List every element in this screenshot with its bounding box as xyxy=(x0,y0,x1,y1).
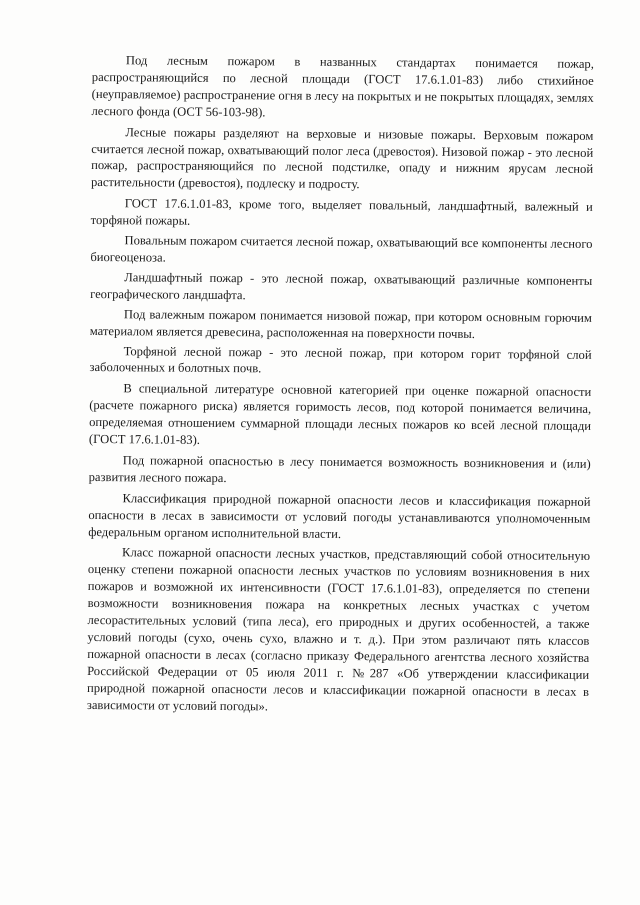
paragraph-forest-fire-definition: Под лесным пожаром в названных стандартах понимается пожар, распространяющийся по лесной площади (ГОСТ 17.6.1.01-83) либо стихийное (неуправляемое) распространение огня в лесу на покрытых и не покрытых площадях, землях лесного фонда (ОСТ 56-103-98). xyxy=(91,53,594,120)
paragraph-fire-hazard-definition: Под пожарной опасностью в лесу понимается возможность возникновения и (или) развития лесного пожара. xyxy=(88,453,591,485)
paragraph-gost-fire-types: ГОСТ 17.6.1.01-83, кроме того, выделяет повальный, ландшафтный, валежный и торфяной пожары. xyxy=(90,196,593,228)
paragraph-hazard-classification: Классификация природной пожарной опасности лесов и классификация пожарной опасности в лесах в зависимости от условий погоды устанавливаются уполномоченным федеральным органом исполнительной власти. xyxy=(88,491,591,541)
paragraph-crown-ground-fires: Лесные пожары разделяют на верховые и низовые пожары. Верховым пожаром считается лесной пожар, охватывающий полог леса (древостоя). Низовой пожар - это лесной пожар, распространяющийся по лесной подстилке, опаду и нижним ярусам лесной растительности (древостоя), подлеску и подросту. xyxy=(90,124,594,192)
paragraph-deadwood-fire: Под валежным пожаром понимается низовой пожар, при котором основным горючим материалом является древесина, расположенная на поверхности почвы. xyxy=(89,306,592,341)
paragraph-landscape-fire: Ландшафтный пожар - это лесной пожар, охватывающий различные компоненты географического ландшафта. xyxy=(90,270,593,302)
document-body xyxy=(87,52,594,721)
paragraph-forest-burnability: В специальной литературе основной категорией при оценке пожарной опасности (расчете пожарного риска) является горимость лесов, под которой понимается величина, определяемая отношением суммарной площади лесных пожаров ко всей лесной площади (ГОСТ 17.6.1.01-83). xyxy=(88,381,592,447)
paragraph-hazard-class: Класс пожарной опасности лесных участков, представляющий собой относительную оценку степени пожарной опасности лесных участков по условиям возникновения в них пожаров и возможной их интенсивности (ГОСТ 17.6.1.01-83), определяется по степени возможности возникновения пожара на конкретных лесных участках с учетом лесорастительных условий (типа леса), его природных и других особенностей, а также условий погоды (сухо, очень сухо, влажно и т. д.). При этом различают пять классов пожарной опасности в лесах (согласно приказу Федерального агентства лесного хозяйства Российской Федерации от 05 июля 2011 г. №287 «Об утверждении классификации природной пожарной опасности лесов и классификации пожарной опасности в лесах в зависимости от условий погоды». xyxy=(86,545,591,714)
paragraph-peat-fire: Торфяной лесной пожар - это лесной пожар, при котором горит торфяной слой заболоченных и болотных почв. xyxy=(89,343,592,376)
paragraph-total-fire: Повальным пожаром считается лесной пожар, охватывающий все компоненты лесного биогеоценоза. xyxy=(90,233,593,265)
